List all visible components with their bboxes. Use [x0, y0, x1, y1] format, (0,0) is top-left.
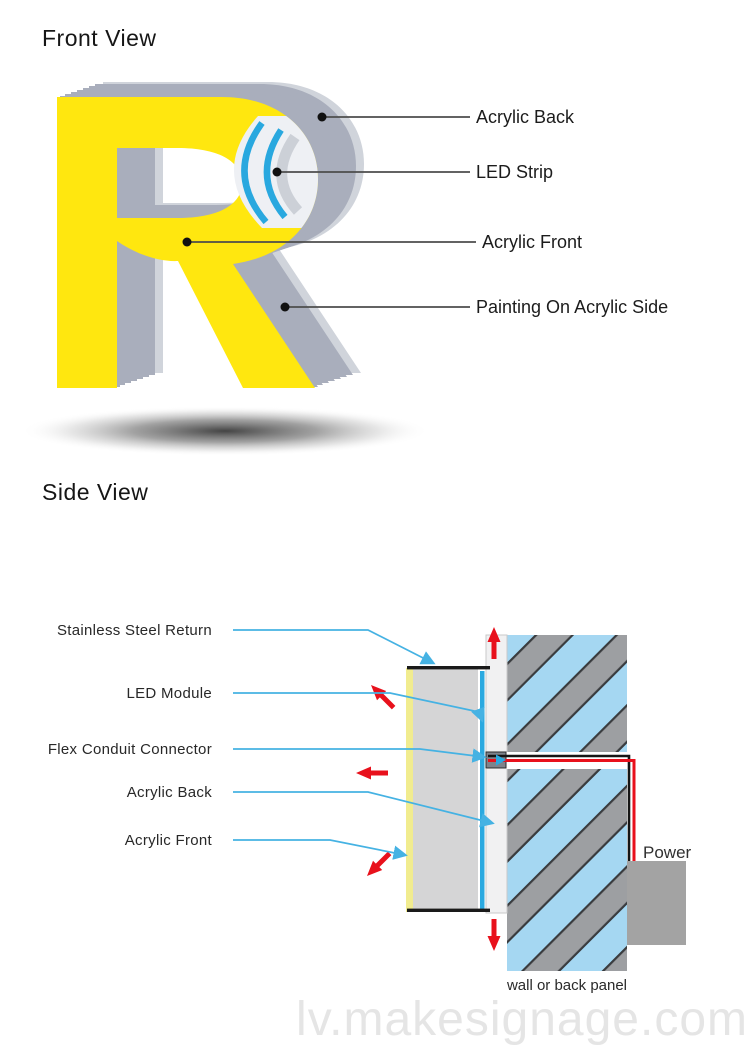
front-view-graphic [0, 0, 750, 470]
steel-return-bottom-edge [407, 909, 490, 912]
arrow-up-left-icon [366, 680, 398, 712]
front-label-led-strip: LED Strip [476, 162, 554, 182]
front-label-acrylic-front: Acrylic Front [482, 232, 583, 252]
side-label-led-module: LED Module [126, 685, 212, 702]
arrow-down-left-icon [362, 849, 394, 881]
arrow-down-icon [488, 919, 501, 951]
side-label-flex-conduit-connector: Flex Conduit Connector [47, 741, 212, 758]
acrylic-back-strip [486, 635, 507, 913]
letter-r-3d-side [57, 82, 364, 388]
leader-stainless-steel-return [233, 630, 433, 663]
wall-or-back-panel-label: wall or back panel [506, 977, 628, 994]
side-label-acrylic-front: Acrylic Front [124, 832, 212, 849]
acrylic-front-painted-edge [406, 668, 413, 912]
power-supply-box [627, 861, 686, 945]
wall-hatched-panel [507, 635, 627, 971]
side-label-stainless-steel-return: Stainless Steel Return [56, 622, 212, 639]
letter-drop-shadow [20, 406, 430, 456]
steel-return-top-edge [407, 666, 490, 669]
side-view-title: Side View [42, 479, 149, 505]
arrow-left-icon [356, 767, 388, 780]
front-label-acrylic-back: Acrylic Back [476, 107, 575, 127]
watermark-text: lv.makesignage.com [296, 993, 748, 1046]
power-label: Power [643, 843, 692, 862]
leader-acrylic-front [233, 840, 405, 855]
led-module-line [480, 671, 485, 909]
front-label-painting-side: Painting On Acrylic Side [476, 297, 669, 317]
front-view-title: Front View [42, 25, 157, 51]
side-label-acrylic-back: Acrylic Back [126, 784, 212, 801]
